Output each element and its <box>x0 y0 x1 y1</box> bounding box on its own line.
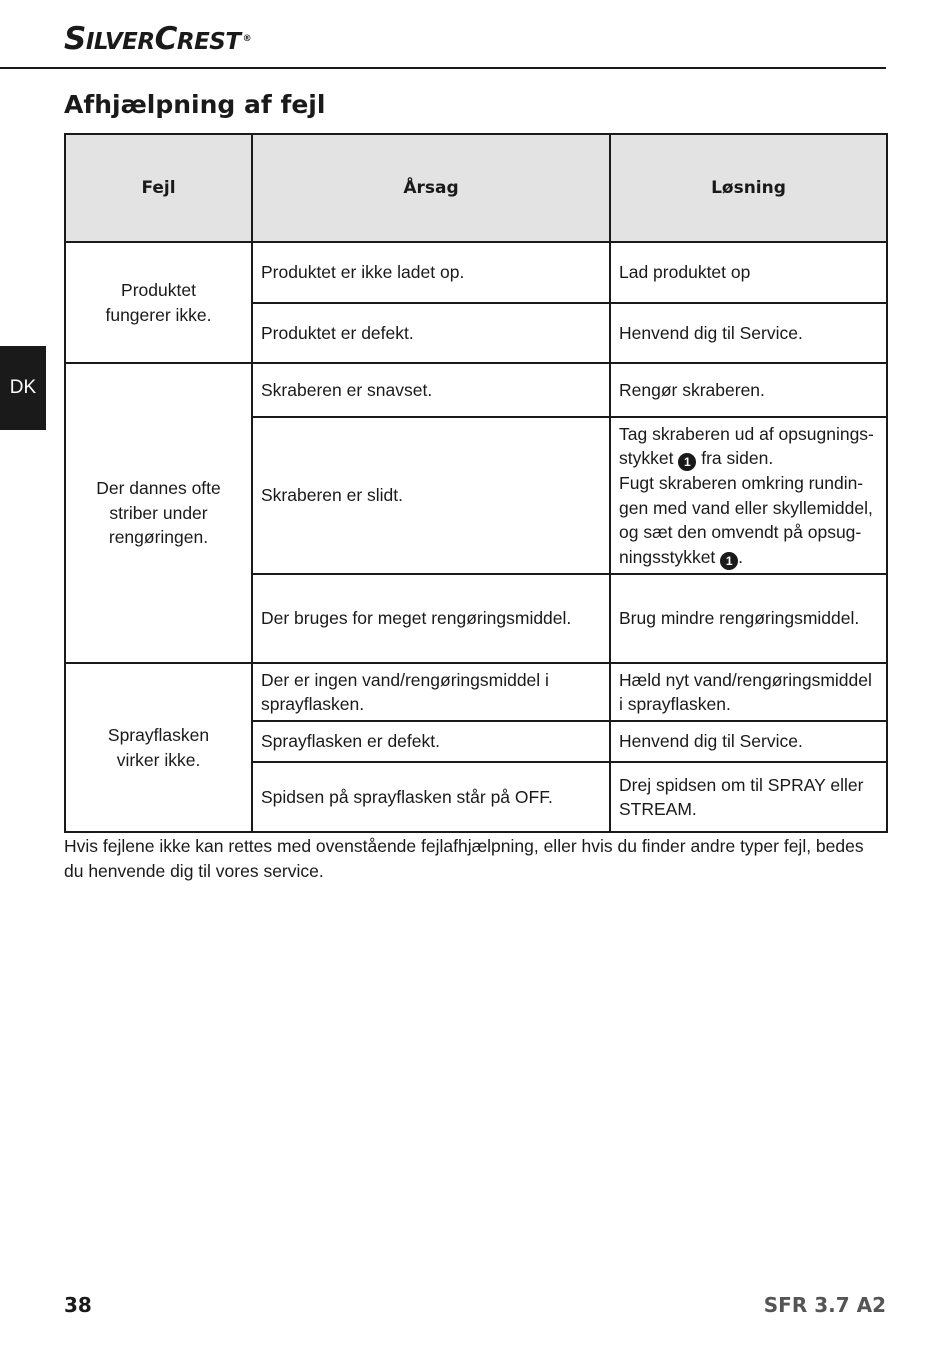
header-rule <box>0 67 886 69</box>
brand-part-rest: REST <box>176 29 241 55</box>
registered-mark: ® <box>242 34 252 44</box>
fault-cell <box>65 663 252 832</box>
part-number-1-icon: 1 <box>720 552 738 570</box>
brand-part-ilver: ILVER <box>85 29 155 55</box>
solution-text-part: . <box>738 546 744 567</box>
solution-text-part: Fugt skraberen omkring rundin- gen med vand eller skyllemiddel, og sæt den omvendt på opsug- ningsstykket <box>619 473 873 567</box>
solution-text-part: Tag skraberen ud af opsugnings- stykket <box>619 423 874 468</box>
brand-logo <box>64 22 251 59</box>
fault-text: Sprayflasken virker ikke. <box>107 725 210 770</box>
cause-cell: Spidsen på sprayflasken står på OFF. <box>252 762 610 832</box>
page-number: 38 <box>64 1293 92 1317</box>
cause-cell: Sprayflasken er defekt. <box>252 721 610 762</box>
cause-cell: Skraberen er slidt. <box>252 417 610 574</box>
cause-cell: Der bruges for meget rengøringsmiddel. <box>252 574 610 663</box>
table-row <box>65 242 887 303</box>
solution-cell: Henvend dig til Service. <box>610 303 887 363</box>
solution-cell: Rengør skraberen. <box>610 363 887 417</box>
fault-text: Produktet fungerer ikke. <box>105 280 212 325</box>
part-number-1-icon: 1 <box>678 453 696 471</box>
cause-cell: Skraberen er snavset. <box>252 363 610 417</box>
fault-text: Der dannes ofte striber under rengøringen. <box>96 478 221 548</box>
brand-initial-s: S <box>64 21 86 57</box>
section-title: Afhjælpning af fejl <box>64 90 326 119</box>
column-header-solution: Løsning <box>610 134 887 242</box>
table-header-row <box>65 134 887 242</box>
solution-cell: Brug mindre rengøringsmiddel. <box>610 574 887 663</box>
solution-cell: Lad produktet op <box>610 242 887 303</box>
brand-initial-c: C <box>154 21 177 57</box>
fault-cell <box>65 363 252 663</box>
footnote: Hvis fejlene ikke kan rettes med ovenstående fejlafhjælpning, eller hvis du finder andre typer fejl, bedes du henvende dig til vores service. <box>64 836 864 881</box>
column-header-cause: Årsag <box>252 134 610 242</box>
solution-cell <box>610 417 887 574</box>
column-header-fault: Fejl <box>65 134 252 242</box>
model-number: SFR 3.7 A2 <box>763 1293 886 1317</box>
table-row <box>65 663 887 721</box>
fault-cell <box>65 242 252 363</box>
solution-cell: Drej spidsen om til SPRAY eller STREAM. <box>610 762 887 832</box>
solution-text-part: fra siden. <box>701 448 774 468</box>
solution-cell: Henvend dig til Service. <box>610 721 887 762</box>
troubleshooting-table <box>64 133 888 833</box>
language-tab: DK <box>0 346 46 430</box>
table-row <box>65 363 887 417</box>
cause-cell: Der er ingen vand/rengøringsmiddel i sprayflasken. <box>252 663 610 721</box>
solution-cell: Hæld nyt vand/rengøringsmiddel i sprayflasken. <box>610 663 887 721</box>
cause-cell: Produktet er ikke ladet op. <box>252 242 610 303</box>
cause-cell: Produktet er defekt. <box>252 303 610 363</box>
